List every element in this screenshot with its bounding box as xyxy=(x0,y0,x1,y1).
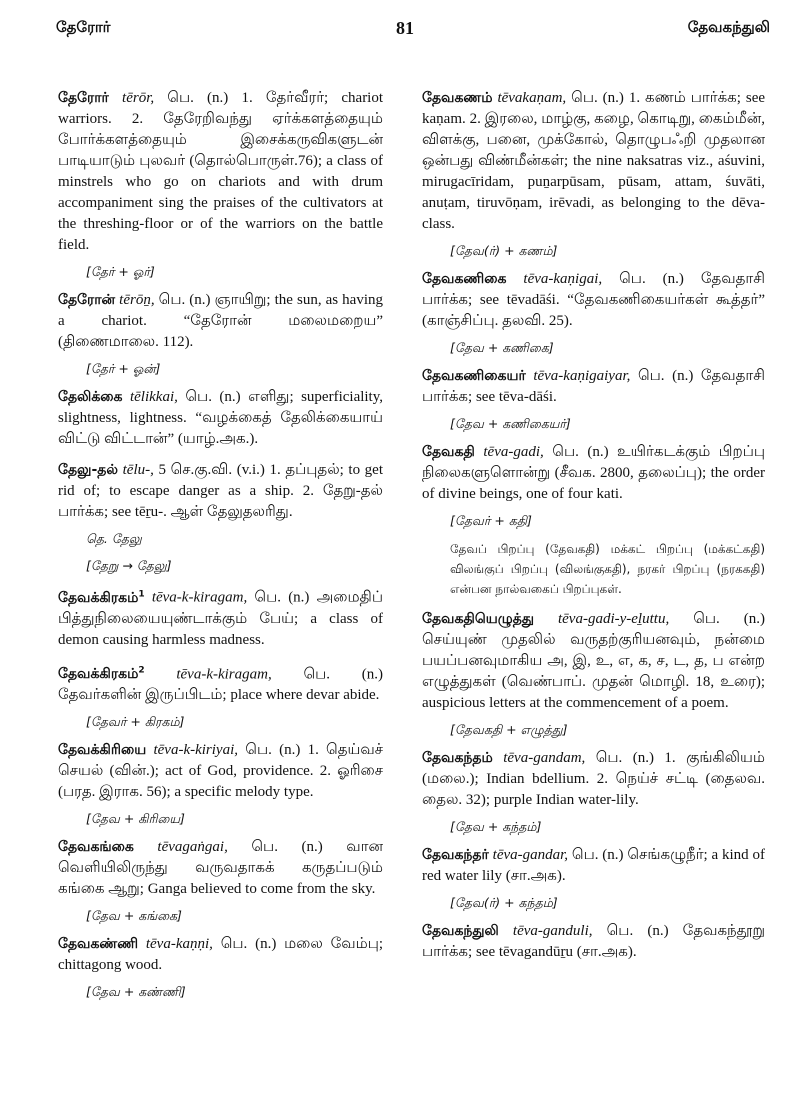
dictionary-entry xyxy=(58,584,383,661)
entry-transliteration: tērōṉ, xyxy=(119,292,155,308)
entry-headword: தேவகந்துலி xyxy=(422,923,499,939)
entry-note: தேவப் பிறப்பு (தேவகதி) மக்கட் பிறப்பு (மக்கட்கதி) விலங்குப் பிறப்பு (விலங்குகதி), நரகர் பிறப்பு (நரககதி) என்பன நால்வகைப் பிறப்புகள். xyxy=(450,542,765,596)
entry-transliteration: tēva-k-kiragam, xyxy=(151,589,248,606)
entry-headword: தேவகண்ணி xyxy=(58,936,139,953)
entry-definition: பெ. (n.) வான வெளியிலிருந்து வருவதாகக் கருதப்படும் கங்கை ஆறு; Ganga believed to come from the sky. xyxy=(58,839,383,898)
entry-definition: பெ. (n.) எளிது; superficiality, slightness, lightness. “வழக்கைத் தேலிக்கையாய் விட்டு விட்டான்” (யாழ்.அக.). xyxy=(58,389,384,447)
entry-transliteration: tēva-kaṇṇi, xyxy=(145,936,213,953)
entry-definition: பெ. (n.) அமைதிப் பித்துநிலையையுண்டாக்கும் பேய்; a class of demon causing harmless madness. xyxy=(58,589,384,648)
entry-definition: 5 செ.கு.வி. (v.i.) 1. தப்புதல்; to get rid of; to escape danger as a ship. 2. தேறு-தல் பார்க்க; see tēṟu-. ஆள் தேலுதலரிது. xyxy=(58,462,383,520)
entry-transliteration: tēva-gadi, xyxy=(483,444,544,460)
page-header xyxy=(56,18,770,48)
entry-headword: தேவகணிகை xyxy=(422,271,507,287)
entry-transliteration: tēva-k-kiragam, xyxy=(176,666,272,683)
entry-body xyxy=(422,609,765,714)
entry-headword: தேவகணம் xyxy=(422,90,493,106)
dictionary-entry xyxy=(422,88,765,260)
dictionary-entry xyxy=(58,837,383,925)
entry-body xyxy=(58,460,383,523)
entry-definition: பெ. (n.) மலை வேம்பு; chittagong wood. xyxy=(58,936,384,974)
entry-definition: பெ. (n.) 1. குங்கிலியம் (மலை.); Indian bdellium. 2. நெய்ச் சட்டி (தைலவ. தைல. 32); purple Indian water-lily. xyxy=(422,750,765,808)
entry-definition: பெ. (n.) தேவதாசி பார்க்க; see tēva-dāśi. xyxy=(422,368,766,405)
entry-headword: தேலு-தல் xyxy=(58,462,119,478)
dictionary-entry xyxy=(58,387,383,460)
entry-etymology: [தேர் + ஓர்] xyxy=(86,264,155,279)
page-number: 81 xyxy=(396,18,414,38)
entry-transliteration: tēva-k-kiriyai, xyxy=(153,742,239,759)
entry-headword: தேவக்கிரகம்$^1$ xyxy=(58,589,145,606)
entry-body xyxy=(58,387,383,450)
dictionary-entry xyxy=(422,366,765,433)
entry-body xyxy=(58,661,383,707)
dictionary-entry xyxy=(422,442,765,599)
dictionary-entry xyxy=(58,661,383,732)
entry-transliteration: tēva-ganduli, xyxy=(512,923,593,939)
entry-definition: பெ. (n.) 1. தெய்வச் செயல் (வின்.); act of God, providence. 2. ஓரிசை (பரத. இராக. 56); a specific melody type. xyxy=(58,742,384,801)
entry-body xyxy=(422,748,765,811)
entry-body xyxy=(422,269,765,332)
entry-definition: பெ. (n.) 1. கணம் பார்க்க; see kaṇam. 2. இரலை, மாழ்கு, கழை, கொடிறு, கைம்மீன், விளக்கு, பனை, முக்கோல், தொழுபஃறி முதலான ஒன்பது விண்மீன்கள்; the nine naksatras viz., aśuvini, mirugacīridam, puṉarpūsam, pūsam, attam, śuvāti, anuṭam, tiruvōṇam, irēvadi, as belonging to the dēva-class. xyxy=(422,90,766,232)
entry-definition: பெ. (n.) 1. தேர்வீரர்; chariot warriors. 2. தேரேறிவந்து ஏர்க்களத்தையும் போர்க்களத்தையும் இசைக்கருவிகளுடன் பாடியாடும் புலவர் (தொல்பொருள்.76); a class of minstrels who go on chariots and with drum accompaniment sing the praises of the cultivators at the threshing-floor or of the warriors on the battle field. xyxy=(58,90,384,253)
entry-body xyxy=(58,740,383,803)
entry-definition: பெ. (n.) தேவதாசி பார்க்க; see tēvadāśi. “தேவகணிகையர்கள் கூத்தர்” (காஞ்சிப்பு. தலவி. 25). xyxy=(422,271,765,329)
entry-etymology: [தேர் + ஓன்] xyxy=(86,361,161,376)
entry-definition: பெ. (n.) செய்யுண் முதலில் வருதற்குரியனவும், நன்மை பயப்பனவுமாகிய அ, இ, உ, எ, க, ச, ட, த, ப என்ற எழுத்துகள் (வெண்பாப். முதன் மொழி. 18, உரை); auspicious letters at the commencement of a poem. xyxy=(422,611,765,711)
entry-headword: தேலிக்கை xyxy=(58,389,123,405)
dictionary-entry xyxy=(58,460,383,575)
homonym-number: 1 xyxy=(138,589,145,599)
header-first-word: தேரோர் xyxy=(56,18,111,36)
entry-body xyxy=(422,845,765,887)
homonym-number: 2 xyxy=(138,665,145,676)
entry-headword: தேவக்கிரியை xyxy=(58,742,147,759)
entry-etymology: [தேவ + கணிகையர்] xyxy=(450,416,571,431)
entry-headword: தேவகங்கை xyxy=(58,839,134,856)
entry-body xyxy=(422,88,765,235)
entry-spacer xyxy=(422,963,765,973)
entry-spacer xyxy=(58,651,383,661)
dictionary-entry xyxy=(422,609,765,739)
entry-spacer xyxy=(58,450,383,460)
entry-transliteration: tēvagaṅgai, xyxy=(157,839,228,856)
entry-transliteration: tēva-gandar, xyxy=(492,847,569,863)
entry-transliteration: tēva-kaṇigaiyar, xyxy=(533,368,631,384)
dictionary-entry xyxy=(422,845,765,912)
entry-headword: தேரோன் xyxy=(58,292,116,308)
entry-headword: தேவகதியெழுத்து xyxy=(422,611,534,627)
right-column xyxy=(422,88,765,973)
entry-headword: தேவகதி xyxy=(422,444,475,460)
header-last-word: தேவகந்துலி xyxy=(687,18,770,36)
dictionary-entry xyxy=(58,740,383,828)
entry-definition: பெ. (n.) தேவர்களின் இருப்பிடம்; place where devar abide. xyxy=(58,666,384,704)
entry-body xyxy=(58,88,383,256)
entry-etymology: [தேவர் + கதி] xyxy=(450,513,532,528)
entry-body xyxy=(58,584,383,651)
entry-etymology: [தேறு → தேலு] xyxy=(86,558,172,573)
entry-transliteration: tēlu-, xyxy=(122,462,154,478)
entry-body xyxy=(58,837,383,900)
dictionary-entry xyxy=(58,290,383,378)
entry-headword: தேவகணிகையர் xyxy=(422,368,526,384)
entry-body xyxy=(422,921,765,963)
entry-etymology: [தேவர் + கிரகம்] xyxy=(86,714,185,730)
entry-transliteration: tēva-gadi-y-eḻuttu, xyxy=(557,611,670,627)
entry-body xyxy=(422,366,765,408)
entry-etymology: [தேவ + கிரியை] xyxy=(86,811,185,827)
entry-transliteration: tēva-gandam, xyxy=(503,750,586,766)
dictionary-entry xyxy=(422,921,765,973)
entry-headword: தேவகந்தர் xyxy=(422,847,489,863)
entry-headword: தேரோர் xyxy=(58,90,109,106)
entry-body xyxy=(58,290,383,353)
dictionary-entry xyxy=(422,269,765,357)
entry-body xyxy=(58,934,383,976)
entry-etymology: [தேவ + கண்ணி] xyxy=(86,984,186,1000)
dictionary-entry xyxy=(422,748,765,836)
entry-etymology: [தேவ + கணிகை] xyxy=(450,340,554,355)
entry-transliteration: tēlikkai, xyxy=(129,389,178,405)
entry-definition: பெ. (n.) தேவகந்தூறு பார்க்க; see tēvagandūṟu (சா.அக). xyxy=(422,923,766,960)
entry-definition: பெ. (n.) ஞாயிறு; the sun, as having a chariot. “தேரோன் மலைமறைய” (திணைமாலை. 112). xyxy=(58,292,383,350)
entry-headword: தேவக்கிரகம்$^2$ xyxy=(58,665,145,683)
entry-definition: பெ. (n.) உயிர்கடக்கும் பிறப்பு நிலைகளுளொன்று (சீவக. 2800, தலைப்பு); the order of divine beings, one of four kati. xyxy=(422,444,766,502)
entry-transliteration: tēvakaṇam, xyxy=(497,90,567,106)
left-column xyxy=(58,88,383,1010)
entry-etymology: [தேவகதி + எழுத்து] xyxy=(450,722,568,737)
entry-etymology: [தேவ + கங்கை] xyxy=(86,908,182,924)
entry-transliteration: tērōr, xyxy=(122,90,155,106)
entry-cognate: தெ. தேலு xyxy=(86,531,142,546)
entry-headword: தேவகந்தம் xyxy=(422,750,493,766)
entry-transliteration: tēva-kaṇigai, xyxy=(523,271,603,287)
entry-body xyxy=(422,442,765,505)
entry-etymology: [தேவ(ர்) + கந்தம்] xyxy=(450,895,558,910)
dictionary-entry xyxy=(58,88,383,281)
dictionary-entry xyxy=(58,934,383,1001)
entry-etymology: [தேவ(ர்) + கணம்] xyxy=(450,243,558,258)
entry-definition: பெ. (n.) செங்கழுநீர்; a kind of red water lily (சா.அக). xyxy=(422,847,765,884)
entry-etymology: [தேவ + கந்தம்] xyxy=(450,819,542,834)
